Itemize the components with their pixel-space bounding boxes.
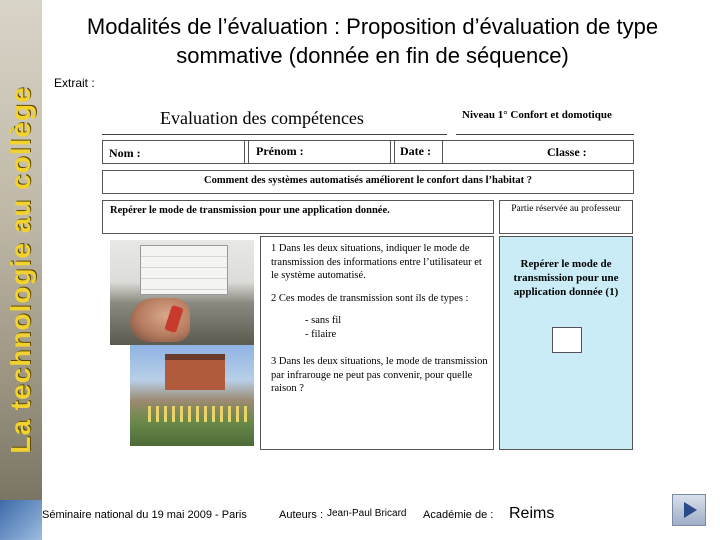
teacher-assessment-panel [499, 236, 633, 450]
question-2: 2 Ces modes de transmission sont ils de types : [271, 292, 469, 304]
footer-authors-label: Auteurs : [279, 509, 324, 521]
situation-photos [110, 240, 254, 446]
house [165, 354, 225, 390]
garage-door [140, 245, 228, 295]
next-slide-icon [684, 502, 697, 518]
header-underline-right [456, 134, 634, 135]
hand-with-remote [130, 298, 190, 342]
prenom-label: Prénom : [256, 144, 304, 158]
footer-seminar: Séminaire national du 19 mai 2009 - Paris [42, 509, 247, 521]
questions-text [271, 242, 491, 405]
question-banner: Comment des systèmes automatisés améliorent le confort dans l’habitat ? [204, 175, 532, 186]
sidebar-vertical-text: La technologie au collège [5, 86, 36, 454]
header-underline [102, 134, 447, 135]
gate-fence [148, 406, 248, 422]
slide-title: Modalités de l’évaluation : Proposition d’évaluation de type sommative (donnée en fin de séquence) [86, 14, 659, 68]
question-2-option-2: - filaire [305, 328, 337, 340]
identity-divider-4 [394, 140, 395, 164]
identity-divider-2 [248, 140, 249, 164]
question-3: 3 Dans les deux situations, le mode de transmission par infrarouge ne peut pas convenir, pour quelle raison ? [271, 356, 488, 394]
sidebar-corner-image [0, 500, 42, 540]
footer-authors-name: Jean-Paul Bricard [327, 508, 407, 519]
classe-label: Classe : [547, 145, 587, 159]
sidebar-banner [0, 0, 42, 540]
identity-divider-1 [244, 140, 245, 164]
date-label: Date : [400, 144, 431, 158]
nom-label: Nom : [109, 146, 141, 160]
document-header-niveau: Niveau 1° Confort et domotique [462, 109, 612, 121]
evaluation-document [100, 100, 636, 452]
reserved-label: Partie réservée au professeur [511, 204, 621, 214]
extrait-label: Extrait : [54, 76, 95, 90]
document-header-title: Evaluation des compétences [160, 108, 364, 128]
question-1: 1 Dans les deux situations, indiquer le mode de transmission des informations entre l’utilisateur et le système automatisé. [271, 243, 482, 281]
score-box[interactable] [552, 327, 582, 353]
teacher-assessment-text: Repérer le mode de transmission pour une application donnée (1) [513, 258, 619, 298]
competence-title: Repérer le mode de transmission pour une application donnée. [110, 205, 390, 216]
footer-academie-label: Académie de : [423, 509, 494, 521]
question-2-option-1: - sans fil [305, 315, 342, 326]
footer-academie-name: Reims [509, 505, 555, 522]
next-slide-button[interactable] [672, 494, 706, 526]
identity-divider-3 [390, 140, 391, 164]
identity-divider-5 [442, 140, 443, 164]
